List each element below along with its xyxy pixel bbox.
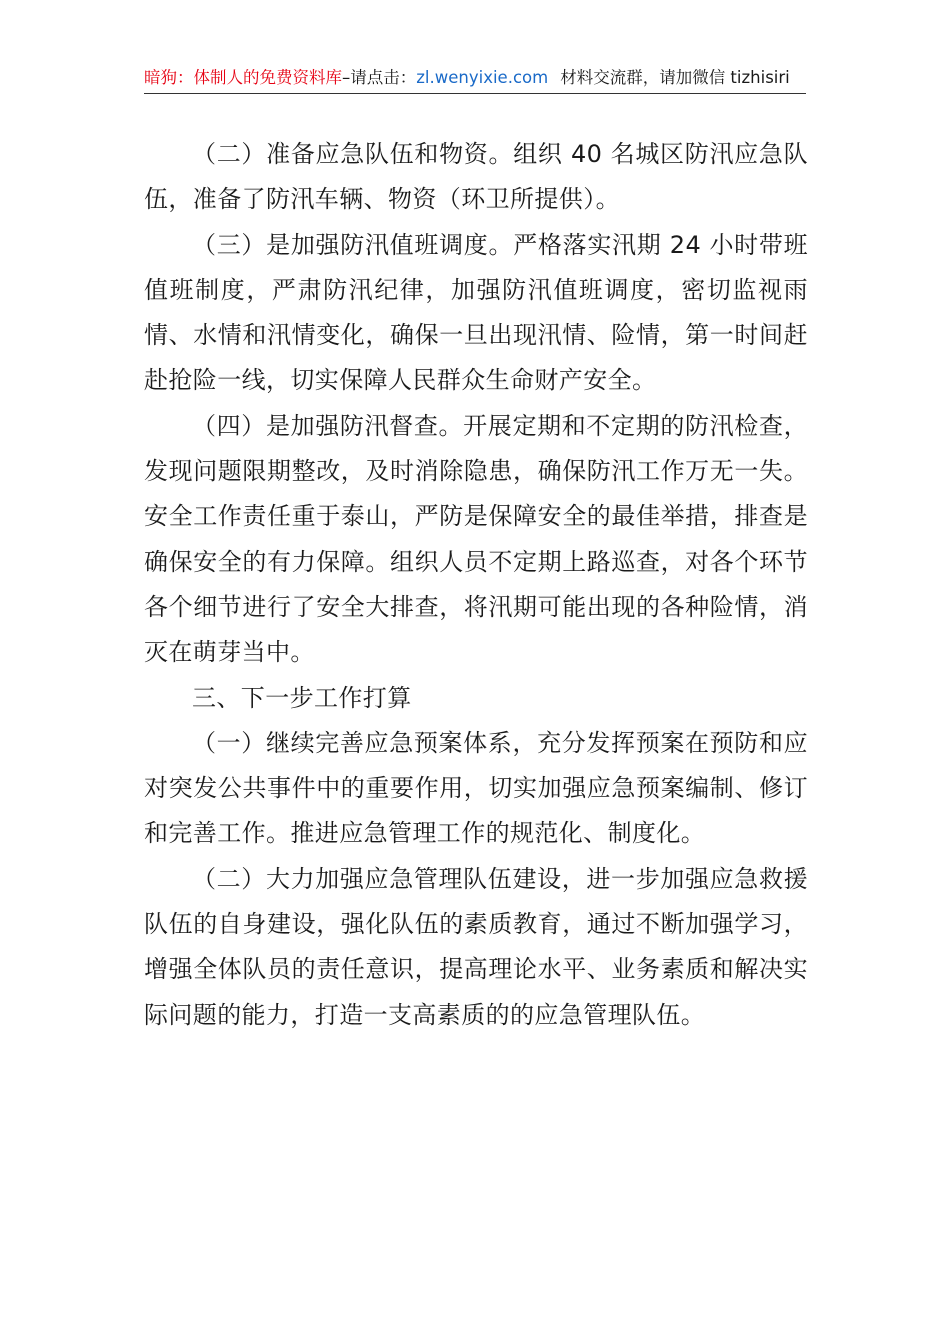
header-contact: 材料交流群，请加微信 tizhisiri: [560, 68, 790, 87]
paragraph-inspection: （四）是加强防汛督查。开展定期和不定期的防汛检查，发现问题限期整改，及时消除隐患，确保防汛工作万无一失。安全工作责任重于泰山，严防是保障安全的最佳举措，排查是确保安全的有力保障。组织人员不定期上路巡查，对各个环节各个细节进行了安全大排查，将汛期可能出现的各种险情，消灭在萌芽当中。: [144, 411, 808, 667]
section-heading-next-steps: 三、下一步工作打算: [192, 683, 412, 712]
page-header: [144, 62, 806, 94]
paragraph-emergency-plans: （一）继续完善应急预案体系，充分发挥预案在预防和应对突发公共事件中的重要作用，切实加强应急预案编制、修订和完善工作。推进应急管理工作的规范化、制度化。: [144, 728, 808, 848]
header-brand: 暗狗：体制人的免费资料库: [144, 68, 342, 87]
document-body: [144, 132, 808, 1038]
paragraph-team-building: （二）大力加强应急管理队伍建设，进一步加强应急救援队伍的自身建设，强化队伍的素质教育，通过不断加强学习，增强全体队员的责任意识，提高理论水平、业务素质和解决实际问题的能力，打造一支高素质的的应急管理队伍。: [144, 864, 808, 1029]
header-prompt: –请点击：: [342, 68, 417, 87]
paragraph-duty-dispatch: （三）是加强防汛值班调度。严格落实汛期 24 小时带班值班制度，严肃防汛纪律，加强防汛值班调度，密切监视雨情、水情和汛情变化，确保一旦出现汛情、险情，第一时间赶赴抢险一线，切实保障人民群众生命财产安全。: [144, 230, 808, 395]
header-link[interactable]: zl.wenyixie.com: [416, 68, 549, 87]
paragraph-prepare-team: （二）准备应急队伍和物资。组织 40 名城区防汛应急队伍，准备了防汛车辆、物资（环卫所提供）。: [144, 140, 808, 214]
